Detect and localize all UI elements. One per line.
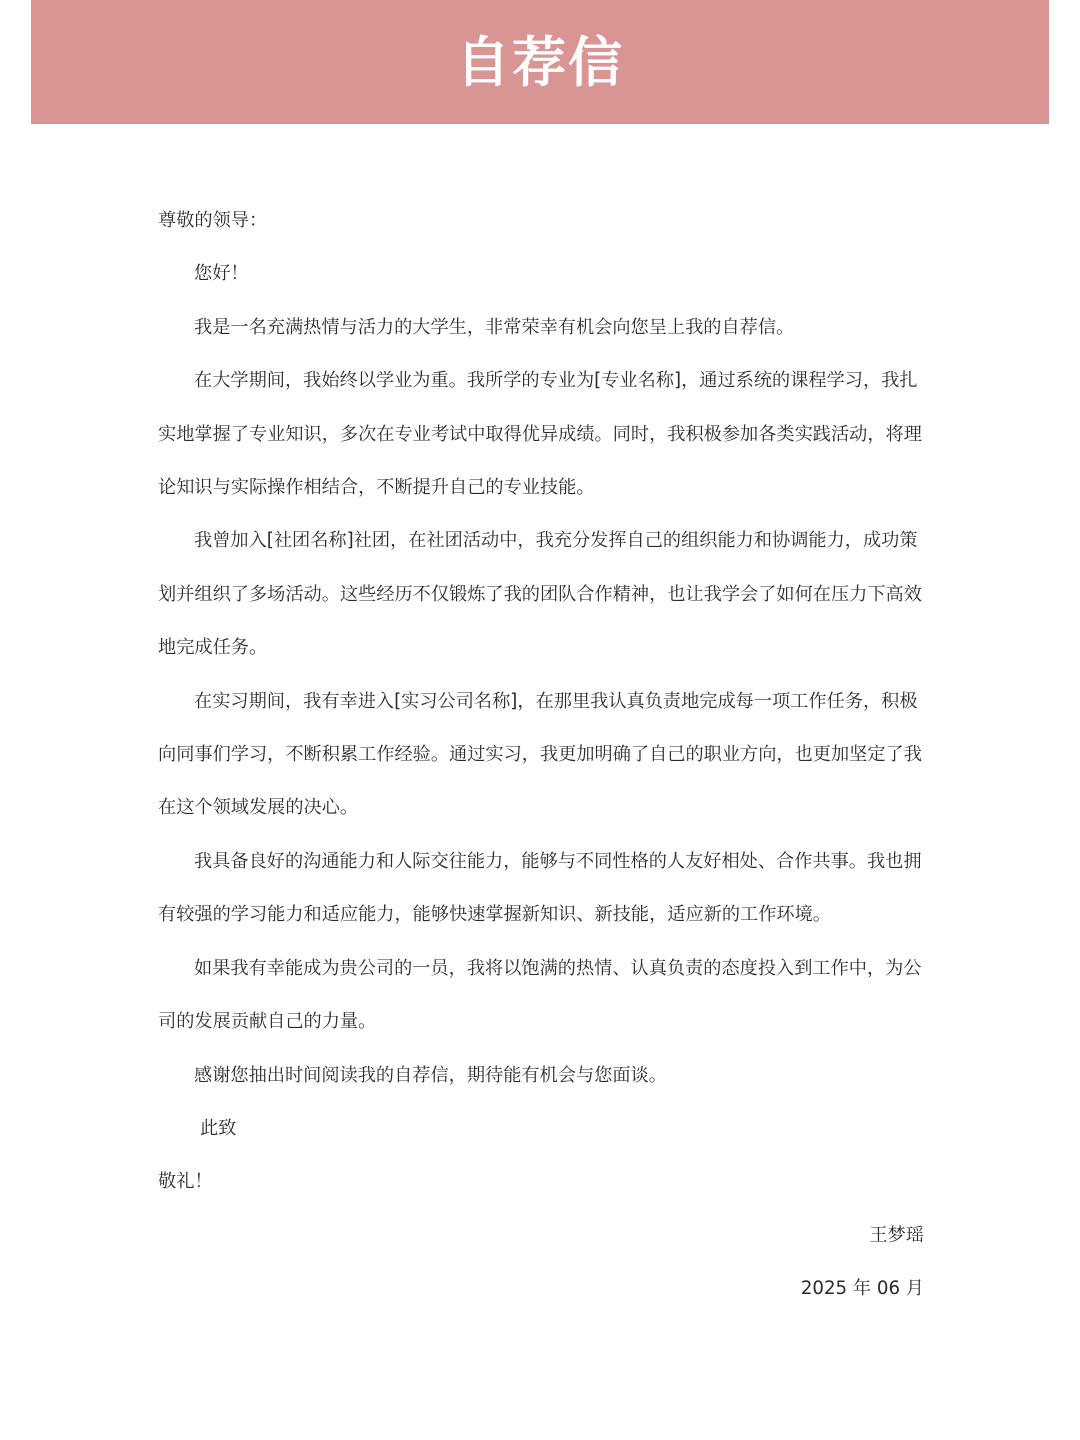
salutation: 尊敬的领导：	[158, 210, 268, 231]
closing: 此致	[200, 1117, 237, 1139]
paragraph-internship: 在实习期间，我有幸进入[实习公司名称]，在那里我认真负责地完成每一项工作任务，积极向同事们学习，不断积累工作经验。通过实习，我更加明确了自己的职业方向，也更加坚定了我在这个领域发展的决心。	[158, 690, 922, 819]
page-title: 自荐信	[456, 31, 624, 94]
paragraph-thanks: 感谢您抽出时间阅读我的自荐信，期待能有机会与您面谈。	[194, 1064, 667, 1086]
paragraph-skills: 我具备良好的沟通能力和人际交往能力，能够与不同性格的人友好相处、合作共事。我也拥有较强的学习能力和适应能力，能够快速掌握新知识、新技能，适应新的工作环境。	[158, 850, 922, 926]
header-banner	[31, 0, 1049, 124]
greeting: 您好！	[194, 263, 249, 285]
paragraph-study: 在大学期间，我始终以学业为重。我所学的专业为[专业名称]，通过系统的课程学习，我扎实地掌握了专业知识，多次在专业考试中取得优异成绩。同时，我积极参加各类实践活动，将理论知识与实际操作相结合，不断提升自己的专业技能。	[158, 370, 922, 499]
signature: 王梦瑶	[869, 1224, 924, 1246]
date: 2025 年 06 月	[800, 1278, 924, 1300]
regards: 敬礼！	[158, 1171, 213, 1193]
paragraph-intro: 我是一名充满热情与活力的大学生，非常荣幸有机会向您呈上我的自荐信。	[194, 316, 795, 338]
paragraph-commitment: 如果我有幸能成为贵公司的一员，我将以饱满的热情、认真负责的态度投入到工作中，为公司的发展贡献自己的力量。	[158, 957, 922, 1033]
paragraph-club: 我曾加入[社团名称]社团，在社团活动中，我充分发挥自己的组织能力和协调能力，成功策划并组织了多场活动。这些经历不仅锻炼了我的团队合作精神，也让我学会了如何在压力下高效地完成任务。	[158, 530, 922, 659]
letter-body	[158, 194, 924, 1316]
